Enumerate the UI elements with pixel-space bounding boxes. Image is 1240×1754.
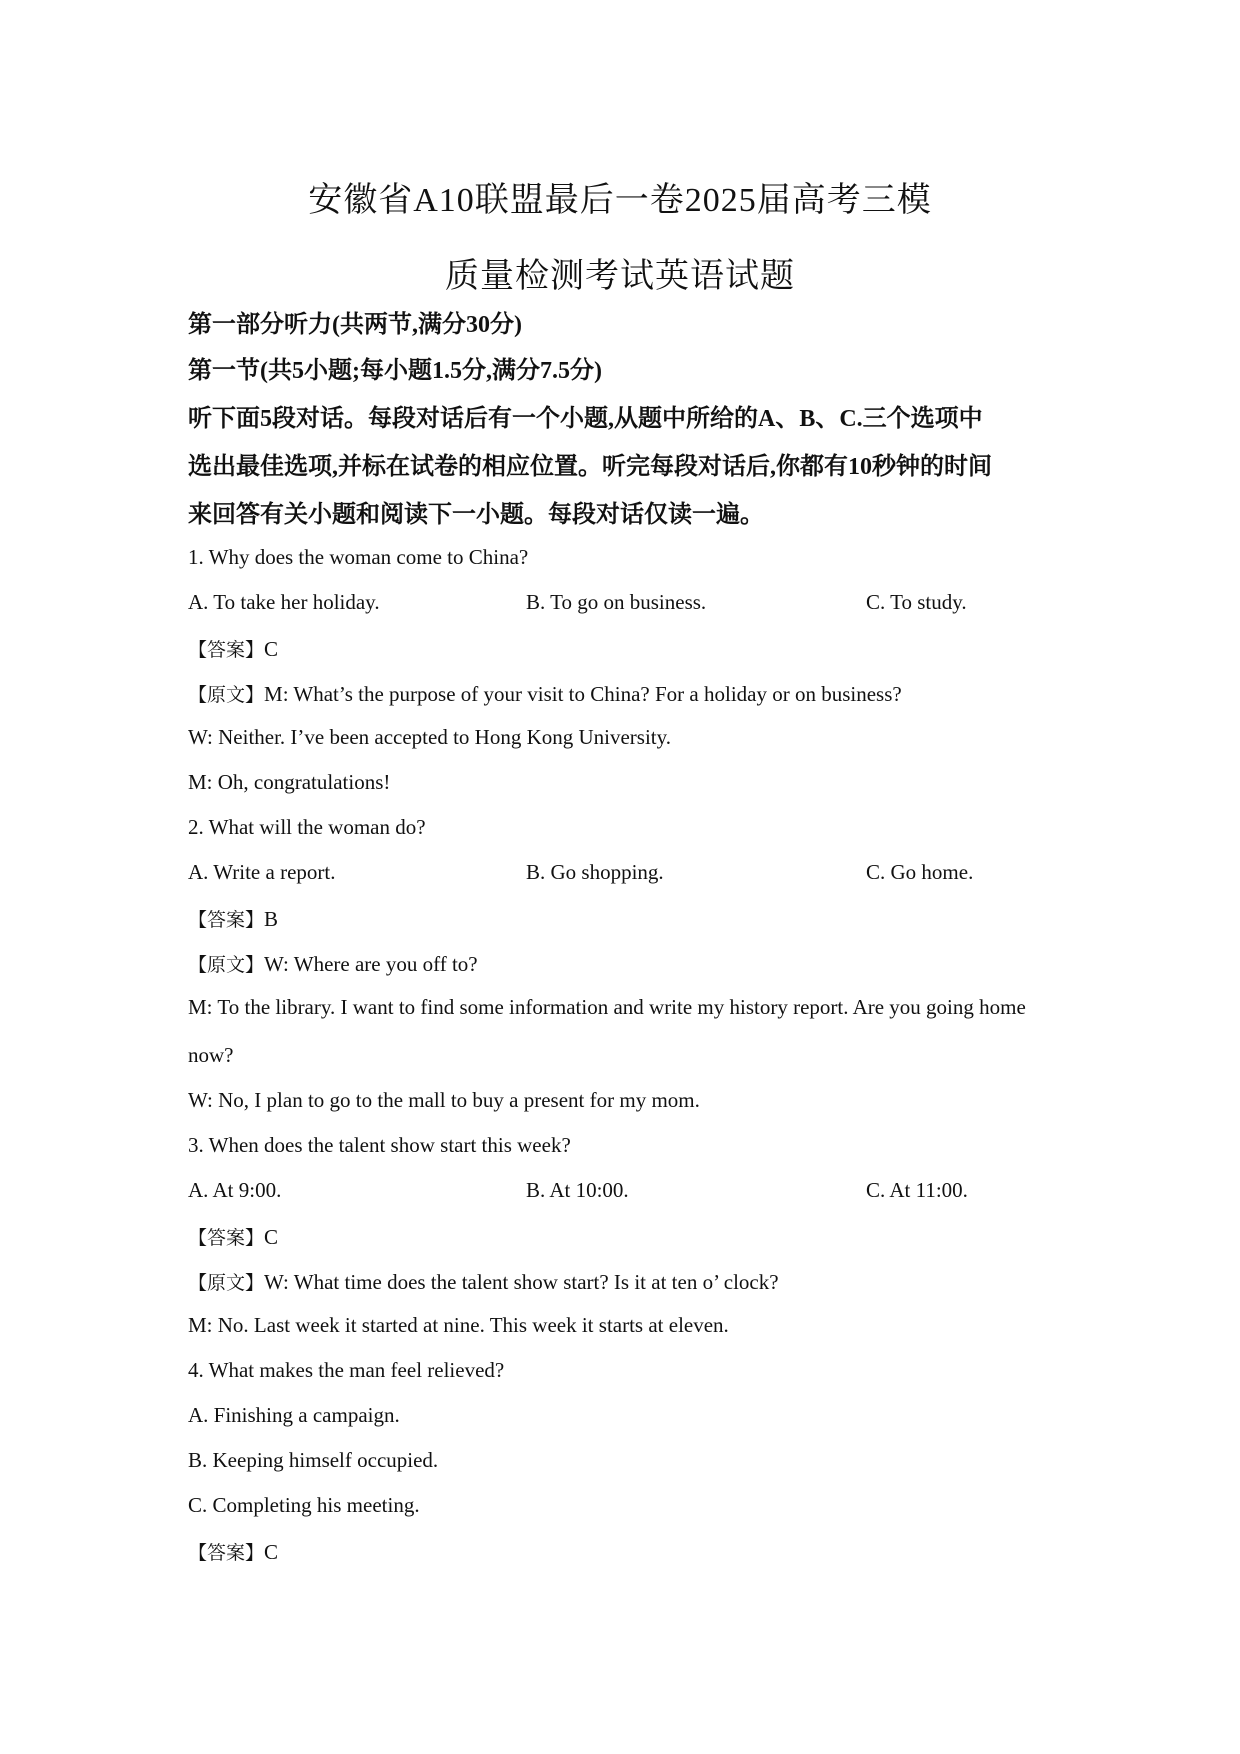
q1-transcript — [188, 680, 902, 707]
q2-question: 2. What will the woman do? — [188, 815, 426, 839]
transcript-label: 【原文】 — [188, 684, 265, 706]
q3-answer-value: C — [264, 1225, 279, 1249]
q1-answer-value: C — [264, 637, 279, 661]
q3-transcript-first: W: What time does the talent show start? Is it at ten o’ clock? — [264, 1270, 779, 1294]
q4-answer — [188, 1538, 278, 1565]
section1-heading: 第一节(共5小题;每小题1.5分,满分7.5分) — [188, 358, 602, 384]
q3-transcript-line: M: No. Last week it started at nine. This week it starts at eleven. — [188, 1313, 729, 1337]
q2-transcript-first: W: Where are you off to? — [264, 952, 478, 976]
exam-title-line2: 质量检测考试英语试题 — [445, 258, 795, 295]
q3-option-b: B. At 10:00. — [526, 1178, 629, 1202]
q2-transcript-line: M: To the library. I want to find some information and write my history report. Are you going home — [188, 995, 1026, 1019]
q2-option-c: C. Go home. — [866, 860, 974, 884]
instructions-line-3: 来回答有关小题和阅读下一小题。每段对话仅读一遍。 — [188, 502, 764, 528]
q1-transcript-line: M: Oh, congratulations! — [188, 770, 391, 794]
q1-question: 1. Why does the woman come to China? — [188, 545, 529, 569]
q3-question: 3. When does the talent show start this week? — [188, 1133, 571, 1157]
q2-answer-value: B — [264, 907, 279, 931]
q2-transcript-line: now? — [188, 1043, 234, 1067]
q3-answer — [188, 1223, 278, 1250]
q4-question: 4. What makes the man feel relieved? — [188, 1358, 505, 1382]
q2-transcript-line: W: No, I plan to go to the mall to buy a present for my mom. — [188, 1088, 700, 1112]
q2-transcript — [188, 950, 478, 977]
q3-option-c: C. At 11:00. — [866, 1178, 968, 1202]
q4-option-b: B. Keeping himself occupied. — [188, 1448, 439, 1472]
q2-answer — [188, 905, 278, 932]
q1-transcript-line: W: Neither. I’ve been accepted to Hong Kong University. — [188, 725, 672, 749]
q3-option-a: A. At 9:00. — [188, 1178, 282, 1202]
instructions-line-2: 选出最佳选项,并标在试卷的相应位置。听完每段对话后,你都有10秒钟的时间 — [188, 454, 992, 480]
q1-transcript-first: M: What’s the purpose of your visit to China? For a holiday or on business? — [264, 682, 902, 706]
part1-heading: 第一部分听力(共两节,满分30分) — [188, 312, 522, 338]
q4-answer-value: C — [264, 1540, 279, 1564]
q1-answer — [188, 635, 278, 662]
q1-option-a: A. To take her holiday. — [188, 590, 380, 614]
q1-option-b: B. To go on business. — [526, 590, 707, 614]
exam-title-line1: 安徽省A10联盟最后一卷2025届高考三模 — [308, 182, 932, 219]
answer-label: 【答案】 — [188, 1542, 265, 1564]
q2-option-b: B. Go shopping. — [526, 860, 664, 884]
transcript-label: 【原文】 — [188, 1272, 265, 1294]
q2-option-a: A. Write a report. — [188, 860, 336, 884]
q1-option-c: C. To study. — [866, 590, 967, 614]
q4-option-c: C. Completing his meeting. — [188, 1493, 420, 1517]
q3-transcript — [188, 1268, 779, 1295]
transcript-label: 【原文】 — [188, 954, 265, 976]
answer-label: 【答案】 — [188, 639, 265, 661]
answer-label: 【答案】 — [188, 1227, 265, 1249]
instructions-line-1: 听下面5段对话。每段对话后有一个小题,从题中所给的A、B、C.三个选项中 — [188, 406, 983, 432]
q4-option-a: A. Finishing a campaign. — [188, 1403, 400, 1427]
answer-label: 【答案】 — [188, 909, 265, 931]
